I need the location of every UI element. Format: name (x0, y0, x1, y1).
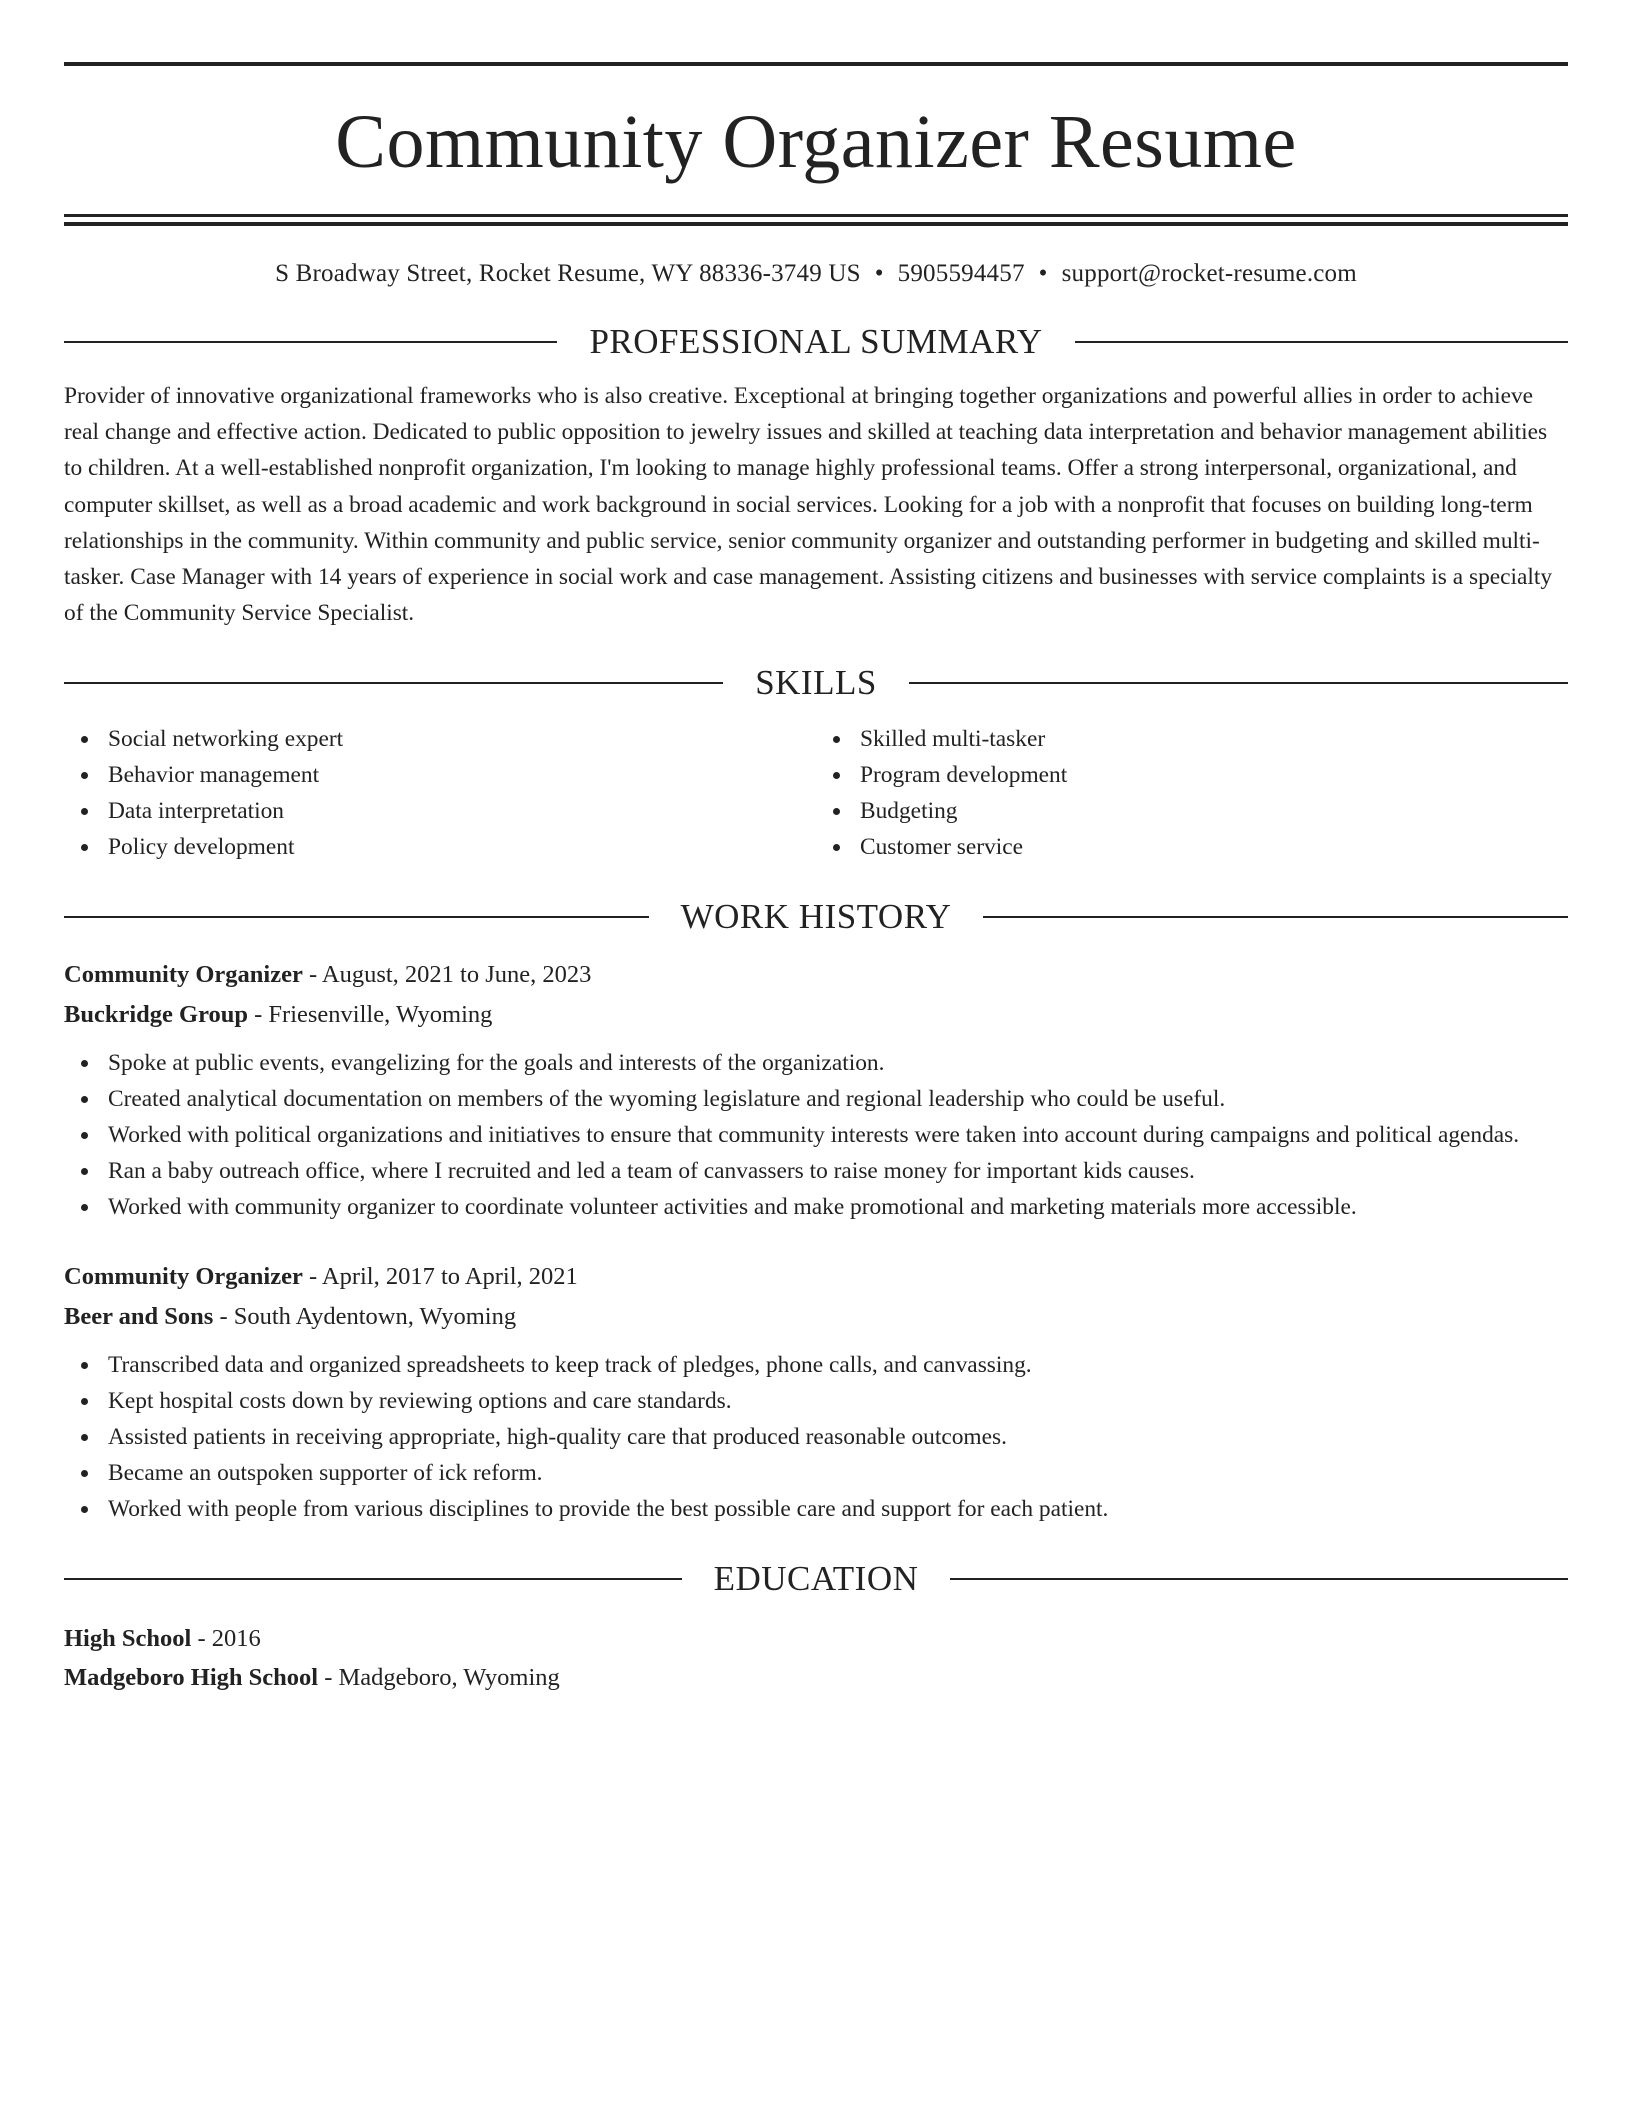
job-company: Beer and Sons (64, 1303, 214, 1331)
section-rule-left (64, 341, 557, 343)
job-company-line (64, 995, 1568, 1035)
skill-item: Behavior management (108, 757, 816, 793)
section-rule-right (983, 916, 1568, 918)
work-heading: WORK HISTORY (680, 897, 952, 937)
skill-item: Budgeting (860, 793, 1568, 829)
contact-address: S Broadway Street, Rocket Resume, WY 88336-3749 US (275, 260, 861, 287)
job-dates: - August, 2021 to June, 2023 (302, 961, 592, 989)
job-title-line (64, 955, 1568, 995)
summary-section-header (64, 322, 1568, 362)
job-title-line (64, 1257, 1568, 1297)
section-rule-left (64, 682, 723, 684)
education-entry (64, 1619, 1568, 1697)
skill-item: Policy development (108, 829, 816, 865)
job-location: - South Aydentown, Wyoming (213, 1303, 517, 1331)
work-section-header (64, 897, 1568, 937)
job-title: Community Organizer (64, 961, 303, 989)
page-title: Community Organizer Resume (335, 100, 1297, 184)
job-bullets (64, 1347, 1568, 1527)
skills-heading: SKILLS (755, 663, 877, 703)
job-bullet: Worked with political organizations and initiatives to ensure that community interests were taken into account during campaigns and political agendas. (108, 1117, 1568, 1153)
education-school: Madgeboro High School (64, 1664, 319, 1692)
summary-text: Provider of innovative organizational frameworks who is also creative. Exceptional at bringing together organizations and powerful allies in order to achieve real change and effective action. Dedicated to public opposition to jewelry issues and skilled at teaching data interpretation and behavior management abilities to children. At a well-established nonprofit organization, I'm looking to manage highly professional teams. Offer a strong interpersonal, organizational, and computer skillset, as well as a broad academic and work background in social services. Looking for a job with a nonprofit that focuses on building long-term relationships in the community. Within community and public service, senior community organizer and outstanding performer in budgeting and skilled multi-tasker. Case Manager with 14 years of experience in social work and case management. Assisting citizens and businesses with service complaints is a specialty of the Community Service Specialist. (64, 383, 1553, 627)
job-bullet: Ran a baby outreach office, where I recruited and led a team of canvassers to raise money for important kids causes. (108, 1153, 1568, 1189)
job-bullet: Transcribed data and organized spreadsheets to keep track of pledges, phone calls, and canvassing. (108, 1347, 1568, 1383)
education-section-header (64, 1559, 1568, 1599)
section-rule-right (1075, 341, 1568, 343)
job-bullet: Became an outspoken supporter of ick reform. (108, 1455, 1568, 1491)
title-double-rule (64, 214, 1568, 226)
job-dates: - April, 2017 to April, 2021 (302, 1263, 578, 1291)
contact-phone: 5905594457 (897, 260, 1025, 287)
skills-list (64, 721, 1568, 865)
job-entry (64, 1257, 1568, 1527)
contact-email: support@rocket-resume.com (1061, 260, 1357, 287)
contact-line (64, 258, 1568, 290)
section-rule-right (909, 682, 1568, 684)
skill-item: Social networking expert (108, 721, 816, 757)
education-year: - 2016 (191, 1625, 261, 1653)
skills-column-left (64, 721, 816, 865)
job-company-line (64, 1297, 1568, 1337)
section-rule-left (64, 916, 649, 918)
job-location: - Friesenville, Wyoming (248, 1001, 493, 1029)
education-location: - Madgeboro, Wyoming (318, 1664, 560, 1692)
skills-section-header (64, 663, 1568, 703)
skill-item: Data interpretation (108, 793, 816, 829)
skill-item: Customer service (860, 829, 1568, 865)
job-bullets (64, 1045, 1568, 1225)
job-title: Community Organizer (64, 1263, 303, 1291)
job-bullet: Created analytical documentation on members of the wyoming legislature and regional leadership who could be useful. (108, 1081, 1568, 1117)
education-degree: High School (64, 1625, 192, 1653)
education-school-line (64, 1658, 1568, 1697)
job-bullet: Assisted patients in receiving appropriate, high-quality care that produced reasonable outcomes. (108, 1419, 1568, 1455)
contact-separator: • (1038, 260, 1048, 287)
summary-heading: PROFESSIONAL SUMMARY (589, 322, 1043, 361)
skills-column-right (816, 721, 1568, 865)
skill-item: Skilled multi-tasker (860, 721, 1568, 757)
education-heading: EDUCATION (713, 1559, 919, 1599)
education-degree-line (64, 1619, 1568, 1658)
job-company: Buckridge Group (64, 1001, 249, 1029)
job-entry (64, 955, 1568, 1225)
job-bullet: Kept hospital costs down by reviewing options and care standards. (108, 1383, 1568, 1419)
job-bullet: Spoke at public events, evangelizing for the goals and interests of the organization. (108, 1045, 1568, 1081)
job-bullet: Worked with people from various disciplines to provide the best possible care and support for each patient. (108, 1491, 1568, 1527)
job-bullet: Worked with community organizer to coordinate volunteer activities and make promotional and marketing materials more accessible. (108, 1189, 1568, 1225)
skill-item: Program development (860, 757, 1568, 793)
top-rule (64, 62, 1568, 66)
section-rule-right (950, 1578, 1568, 1580)
section-rule-left (64, 1578, 682, 1580)
contact-separator: • (874, 260, 884, 287)
